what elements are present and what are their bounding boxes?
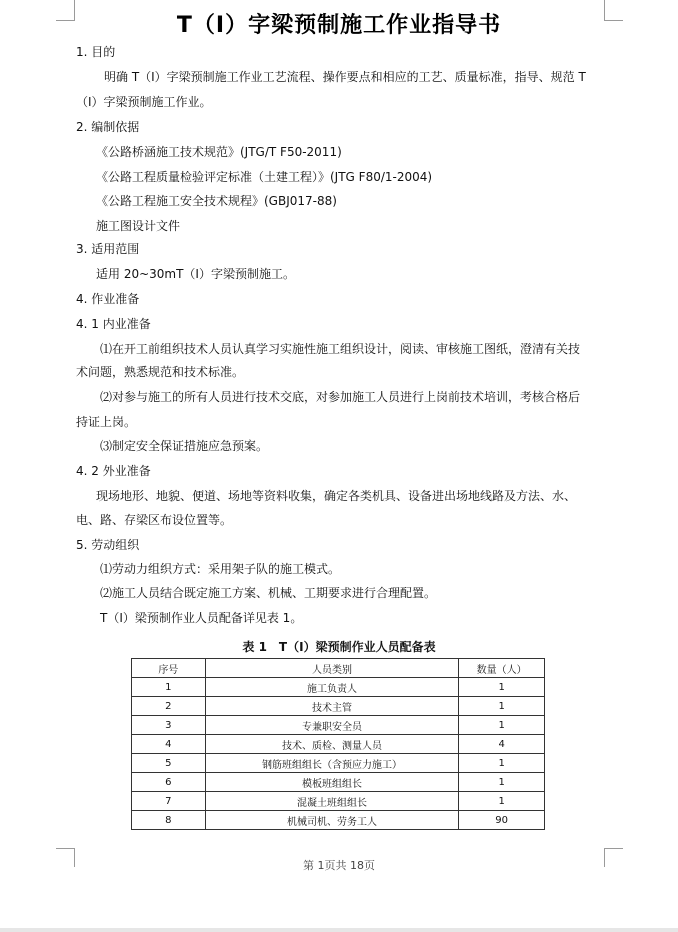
reference-item: 《公路工程质量检验评定标准（土建工程）》(JTG F80/1-2004) — [96, 170, 433, 184]
cell-category: 模板班组组长 — [205, 773, 459, 792]
column-header-no: 序号 — [132, 659, 206, 678]
page-bottom-edge — [0, 928, 678, 932]
heading-labor: 5. 劳动组织 — [76, 538, 140, 552]
paragraph-line: （I）字梁预制施工作业。 — [76, 95, 212, 109]
paragraph-line: ⑵施工人员结合既定施工方案、机械、工期要求进行合理配置。 — [100, 586, 437, 600]
cell-no: 7 — [132, 792, 206, 811]
reference-item: 《公路桥涵施工技术规范》(JTG/T F50-2011) — [96, 145, 342, 159]
cell-no: 1 — [132, 678, 206, 697]
subheading-internal-prep: 4. 1 内业准备 — [76, 317, 151, 331]
paragraph-line: 明确 T（I）字梁预制施工作业工艺流程、操作要点和相应的工艺、质量标准，指导、规范 T — [104, 70, 586, 84]
table-row — [132, 754, 545, 773]
cell-quantity: 1 — [459, 792, 545, 811]
reference-item: 施工图设计文件 — [96, 219, 181, 233]
paragraph-line: ⑴在开工前组织技术人员认真学习实施性施工组织设计，阅读、审核施工图纸，澄清有关技 — [100, 342, 581, 356]
cell-no: 8 — [132, 811, 206, 830]
heading-purpose: 1. 目的 — [76, 45, 116, 59]
paragraph-line: ⑶制定安全保证措施应急预案。 — [100, 439, 269, 453]
reference-item: 《公路工程施工安全技术规程》(GBJ017-88) — [96, 194, 337, 208]
table-row — [132, 792, 545, 811]
cell-quantity: 90 — [459, 811, 545, 830]
paragraph-line: 持证上岗。 — [76, 415, 137, 429]
table-row — [132, 773, 545, 792]
table-row — [132, 811, 545, 830]
column-header-quantity: 数量（人） — [459, 659, 545, 678]
document-title: T（I）字梁预制施工作业指导书 — [176, 13, 502, 38]
cell-category: 技术主管 — [205, 697, 459, 716]
cell-quantity: 1 — [459, 716, 545, 735]
cell-category: 技术、质检、测量人员 — [205, 735, 459, 754]
cell-quantity: 1 — [459, 678, 545, 697]
cell-no: 2 — [132, 697, 206, 716]
paragraph-line: ⑴劳动力组织方式：采用架子队的施工模式。 — [100, 562, 341, 576]
table-header-row — [132, 659, 545, 678]
cell-category: 混凝土班组组长 — [205, 792, 459, 811]
cell-category: 钢筋班组组长（含预应力施工） — [205, 754, 459, 773]
cell-no: 5 — [132, 754, 206, 773]
cell-no: 3 — [132, 716, 206, 735]
cell-no: 4 — [132, 735, 206, 754]
table-row — [132, 678, 545, 697]
cell-category: 施工负责人 — [205, 678, 459, 697]
cell-quantity: 1 — [459, 754, 545, 773]
table-row — [132, 716, 545, 735]
cell-category: 机械司机、劳务工人 — [205, 811, 459, 830]
paragraph-line: 适用 20~30mT（I）字梁预制施工。 — [96, 267, 295, 281]
paragraph-line: ⑵对参与施工的所有人员进行技术交底，对参加施工人员进行上岗前技术培训，考核合格后 — [100, 390, 581, 404]
heading-preparation: 4. 作业准备 — [76, 292, 140, 306]
staffing-table — [131, 658, 545, 830]
cell-quantity: 1 — [459, 697, 545, 716]
paragraph-line: T（I）梁预制作业人员配备详见表 1。 — [100, 611, 303, 625]
subheading-field-prep: 4. 2 外业准备 — [76, 464, 151, 478]
cell-category: 专兼职安全员 — [205, 716, 459, 735]
heading-basis: 2. 编制依据 — [76, 120, 140, 134]
paragraph-line: 术问题，熟悉规范和技术标准。 — [76, 365, 245, 379]
table-row — [132, 735, 545, 754]
cell-quantity: 1 — [459, 773, 545, 792]
column-header-category: 人员类别 — [205, 659, 459, 678]
page-number-footer: 第 1页共 18页 — [303, 859, 375, 872]
cell-no: 6 — [132, 773, 206, 792]
table-row — [132, 697, 545, 716]
heading-scope: 3. 适用范围 — [76, 242, 140, 256]
paragraph-line: 电、路、存梁区布设位置等。 — [76, 513, 233, 527]
paragraph-line: 现场地形、地貌、便道、场地等资料收集，确定各类机具、设备进出场地线路及方法、水、 — [96, 489, 577, 503]
cell-quantity: 4 — [459, 735, 545, 754]
table-caption: 表 1 T（I）梁预制作业人员配备表 — [242, 640, 436, 654]
